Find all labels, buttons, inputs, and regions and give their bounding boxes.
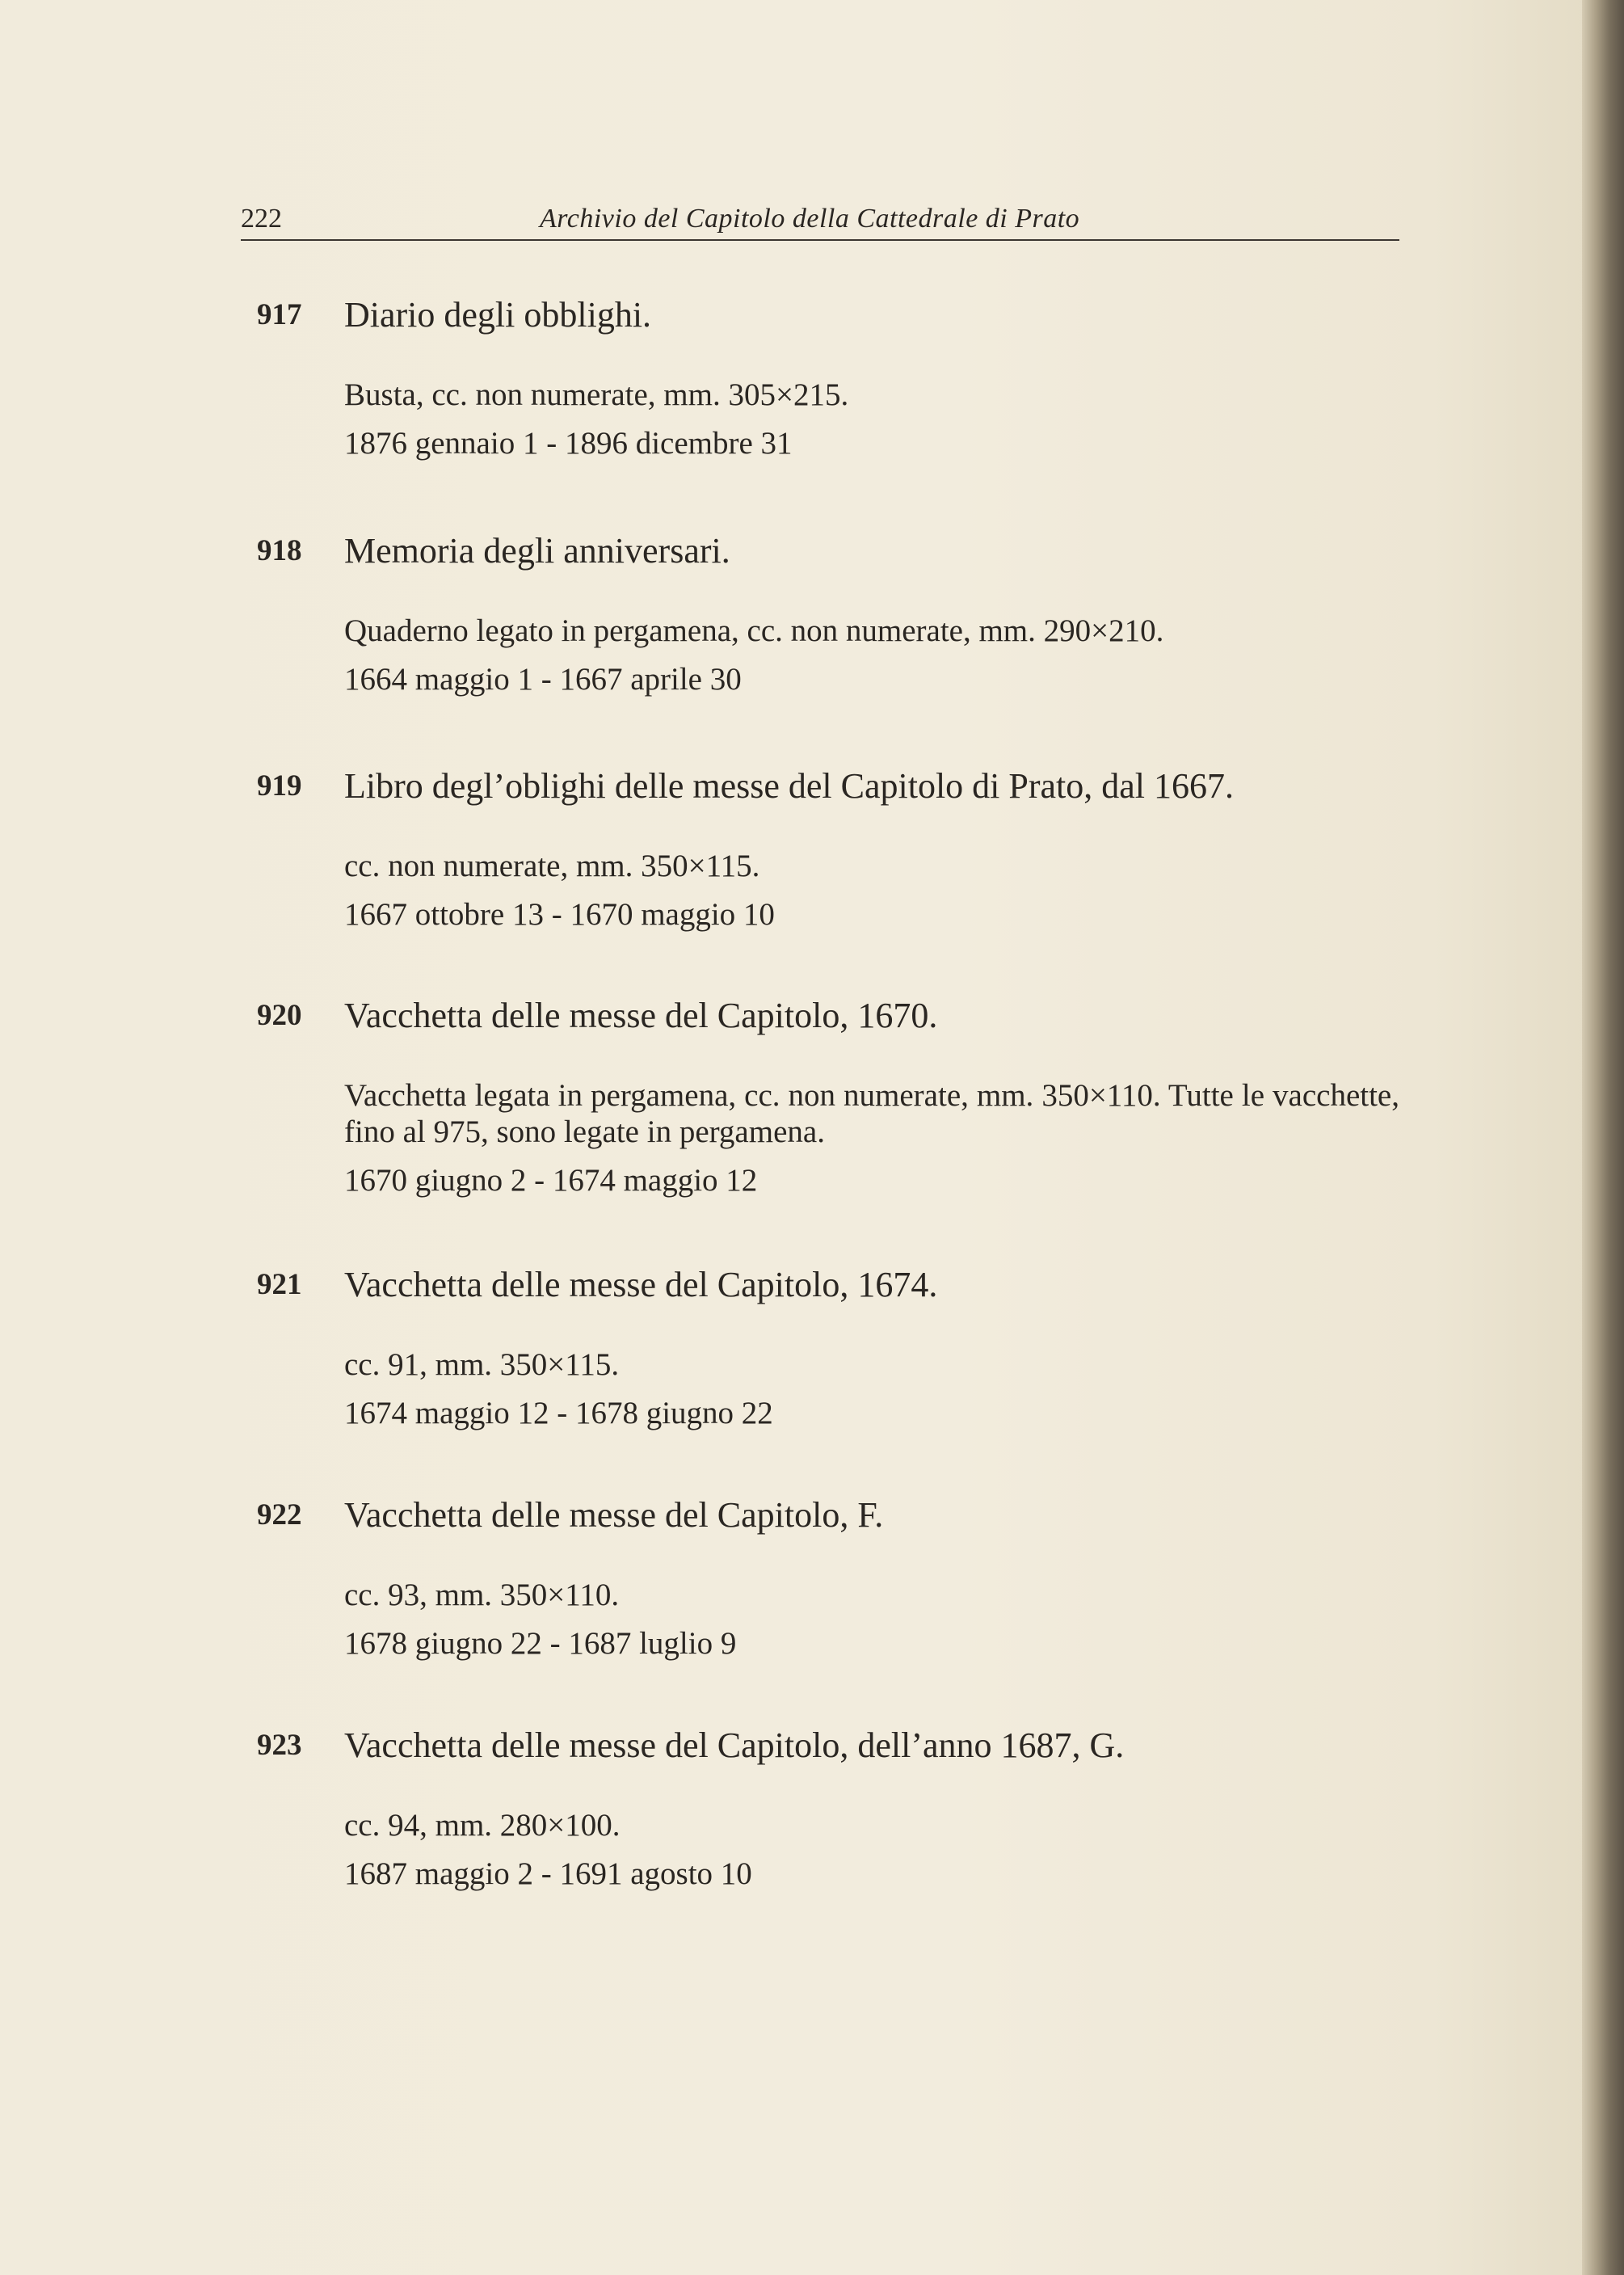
entry-number: 923 <box>257 1729 302 1762</box>
page-number: 222 <box>241 204 282 234</box>
entry-number: 921 <box>257 1268 302 1301</box>
entry-dates: 1678 giugno 22 - 1687 luglio 9 <box>344 1626 737 1661</box>
running-title: Archivio del Capitolo della Cattedrale di Prato <box>540 204 1080 234</box>
entry-dates: 1667 ottobre 13 - 1670 maggio 10 <box>344 897 775 932</box>
entry-description: Quaderno legato in pergamena, cc. non numerate, mm. 290×210. <box>344 613 1164 648</box>
entry-number: 920 <box>257 999 302 1032</box>
entry-description: Busta, cc. non numerate, mm. 305×215. <box>344 377 849 412</box>
entry-title: Diario degli obblighi. <box>344 295 652 335</box>
entry-description: cc. 94, mm. 280×100. <box>344 1808 621 1843</box>
entry-description: cc. 91, mm. 350×115. <box>344 1347 620 1382</box>
entry-title: Memoria degli anniversari. <box>344 531 730 571</box>
entry-title: Vacchetta delle messe del Capitolo, 1674. <box>344 1265 938 1304</box>
entry-title: Vacchetta delle messe del Capitolo, 1670. <box>344 996 938 1035</box>
entry-dates: 1664 maggio 1 - 1667 aprile 30 <box>344 662 742 697</box>
entry-description: Vacchetta legata in pergamena, cc. non numerate, mm. 350×110. Tutte le vacchette, fino al 975, sono legate in pergamena. <box>344 1078 1399 1149</box>
entry-description: cc. 93, mm. 350×110. <box>344 1578 620 1612</box>
entry-number: 919 <box>257 769 302 803</box>
entry-title: Vacchetta delle messe del Capitolo, F. <box>344 1495 884 1535</box>
entry-description: cc. non numerate, mm. 350×115. <box>344 849 760 883</box>
entry-number: 922 <box>257 1498 302 1531</box>
entry-title: Vacchetta delle messe del Capitolo, dell’anno 1687, G. <box>344 1725 1125 1765</box>
entry-dates: 1670 giugno 2 - 1674 maggio 12 <box>344 1163 758 1198</box>
entry-dates: 1687 maggio 2 - 1691 agosto 10 <box>344 1856 752 1891</box>
entry-number: 917 <box>257 298 302 331</box>
page-header <box>241 199 1399 241</box>
entry-dates: 1876 gennaio 1 - 1896 dicembre 31 <box>344 426 793 461</box>
entry-title: Libro degl’oblighi delle messe del Capitolo di Prato, dal 1667. <box>344 766 1235 806</box>
page-edge-shadow <box>1582 0 1624 2275</box>
entry-dates: 1674 maggio 12 - 1678 giugno 22 <box>344 1396 773 1430</box>
entry-number: 918 <box>257 534 302 567</box>
